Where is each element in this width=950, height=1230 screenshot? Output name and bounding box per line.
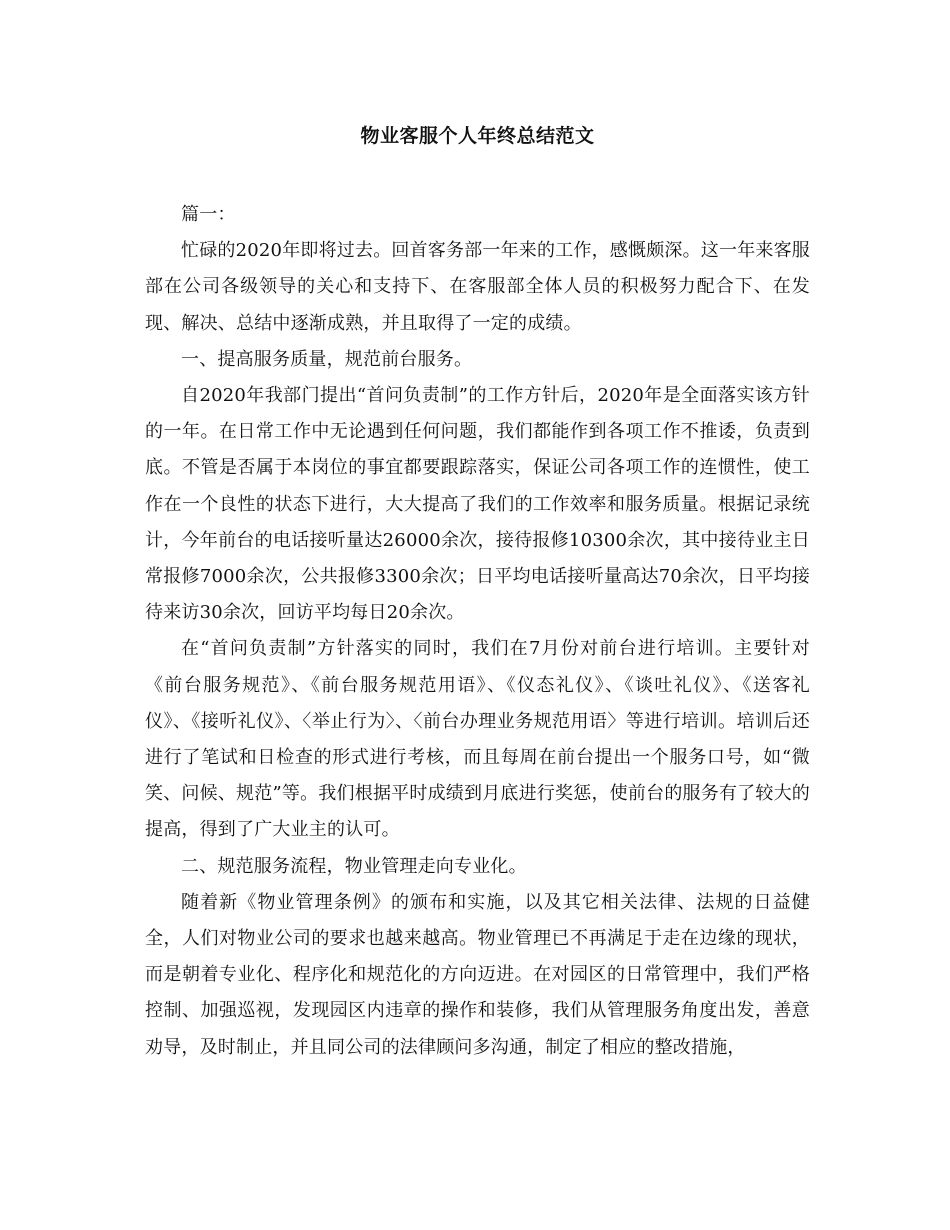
paragraph-first-responsibility: 自2020年我部门提出“首问负责制”的工作方针后，2020年是全面落实该方针的一年。在日常工作中无论遇到任何问题，我们都能作到各项工作不推诿，负责到底。不管是否属于本岗位的事宜都要跟踪落实，保证公司各项工作的连惯性，使工作在一个良性的状态下进行，大大提高了我们的工作效率和服务质量。根据记录统计，今年前台的电话接听量达26000余次，接待报修10300余次，其中接待业主日常报修7000余次，公共报修3300余次；日平均电话接听量高达70余次，日平均接待来访30余次，回访平均每日20余次。 (145, 385, 810, 624)
heading-section-1: 一、提高服务质量，规范前台服务。 (181, 348, 473, 370)
heading-section-2: 二、规范服务流程，物业管理走向专业化。 (181, 855, 527, 877)
paragraph-training: 在“首问负责制”方针落实的同时，我们在7月份对前台进行培训。主要针对《前台服务规范》、《前台服务规范用语》、《仪态礼仪》、《谈吐礼仪》、《送客礼仪》、《接听礼仪》、〈举止行为〉、〈前台办理业务规范用语〉等进行培训。培训后还进行了笔试和日检查的形式进行考核，而且每周在前台提出一个服务口号，如“微笑、问候、规范”等。我们根据平时成绩到月底进行奖惩，使前台的服务有了较大的提高，得到了广大业主的认可。 (145, 638, 810, 841)
paragraph-section-label: 篇一： (181, 204, 236, 225)
document-title: 物业客服个人年终总结范文 (360, 125, 595, 147)
paragraph-intro: 忙碌的2020年即将过去。回首客务部一年来的工作，感慨颇深。这一年来客服部在公司各级领导的关心和支持下、在客服部全体人员的积极努力配合下、在发现、解决、总结中逐渐成熟，并且取得了一定的成绩。 (145, 240, 811, 334)
document-body (145, 197, 810, 1066)
paragraph-regulations: 随着新《物业管理条例》的颁布和实施，以及其它相关法律、法规的日益健全，人们对物业公司的要求也越来越高。物业管理已不再满足于走在边缘的现状，而是朝着专业化、程序化和规范化的方向迈进。在对园区的日常管理中，我们严格控制、加强巡视，发现园区内违章的操作和装修，我们从管理服务角度出发，善意劝导，及时制止，并且同公司的法律顾问多沟通，制定了相应的整改措施， (145, 891, 810, 1058)
